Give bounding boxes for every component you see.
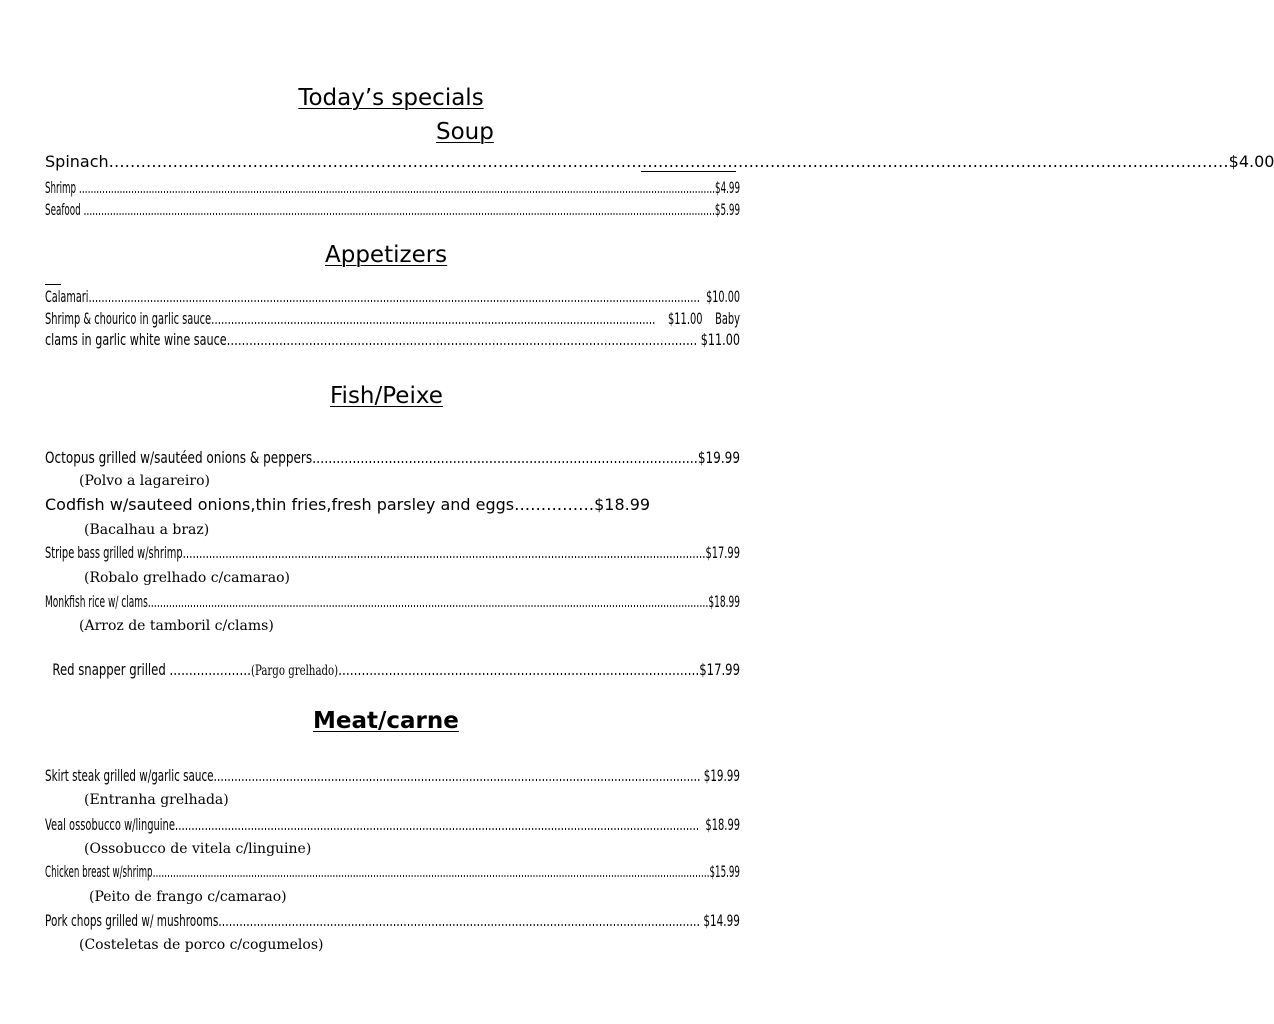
soup-heading: Soup [436, 119, 494, 145]
trailing-rule [641, 171, 736, 172]
meat-item-chicken-breast-portuguese: (Peito de frango c/camarao) [89, 889, 287, 905]
red-snapper-name: Red snapper grilled ………………… [52, 660, 251, 679]
fish-item-monkfish: Monkfish rice w/ clams……………………………………………………………………………………………………………………………………………………………………$18.99 [45, 592, 741, 611]
appetizer-item-baby-clams: clams in garlic white wine sauce……………………………………………………………………………………………………………… $11.00 [45, 330, 740, 349]
meat-item-skirt-steak-portuguese: (Entranha grelhada) [84, 792, 229, 808]
meat-item-veal-ossobucco-portuguese: (Ossobucco de vitela c/linguine) [84, 841, 312, 857]
stray-rule [45, 284, 61, 285]
appetizers-heading: Appetizers [325, 242, 448, 268]
meat-heading: Meat/carne [313, 708, 459, 734]
appetizer-item-calamari: Calamari……………………………………………………………………………………………………………………………………………………………………… $10.00 [45, 287, 741, 306]
meat-item-skirt-steak: Skirt steak grilled w/garlic sauce…………………………………………………………………………………………………………………………… $19.99 [45, 766, 741, 785]
meat-item-pork-chops: Pork chops grilled w/ mushrooms………………………………………………………………………………………………………………………… $14.99 [45, 911, 740, 930]
fish-item-codfish: Codfish w/sauteed onions,thin fries,fresh parsley and eggs……………$18.99 [45, 495, 651, 514]
fish-item-stripe-bass: Stripe bass grilled w/shrimp……………………………………………………………………………………………………………………………………………$17.99 [45, 543, 740, 562]
page-title: Today’s specials [298, 85, 484, 111]
meat-item-veal-ossobucco: Veal ossobucco w/linguine…………………………………………………………………………………………………………………………………………… $18.99 [45, 815, 741, 834]
appetizer-item-shrimp-chourico: Shrimp & chourico in garlic sauce……………………………………………………………………………………………………………………… $11.00 Baby [45, 309, 741, 328]
fish-item-octopus: Octopus grilled w/sautéed onions & peppers……………………………………………………………………………………$19.99 [45, 448, 741, 467]
meat-item-pork-chops-portuguese: (Costeletas de porco c/cogumelos) [79, 937, 324, 953]
fish-item-codfish-portuguese: (Bacalhau a braz) [84, 522, 210, 538]
soup-item-shrimp: Shrimp …………………………………………………………………………………………………………………………………………………………………………………………………$4.99 [45, 178, 741, 197]
fish-item-octopus-portuguese: (Polvo a lagareiro) [79, 473, 210, 489]
red-snapper-portuguese: (Pargo grelhado) [250, 663, 339, 679]
fish-item-red-snapper [45, 640, 740, 681]
fish-heading: Fish/Peixe [330, 383, 443, 409]
fish-item-stripe-bass-portuguese: (Robalo grelhado c/camarao) [84, 570, 291, 586]
fish-item-monkfish-portuguese: (Arroz de tamboril c/clams) [79, 618, 274, 634]
soup-item-spinach: Spinach…………………………………………………………………………………………………………………………………………………………………………………………$4.00 [45, 152, 1274, 171]
soup-item-seafood: Seafood ………………………………………………………………………………………………………………………………………………………………………………………………$5.99 [45, 200, 741, 219]
meat-item-chicken-breast: Chicken breast w/shrimp…………………………………………………………………………………………………………………………………………………………………………$15.99 [45, 862, 740, 881]
red-snapper-price: …………………………………………………………………………………$17.99 [338, 660, 741, 679]
